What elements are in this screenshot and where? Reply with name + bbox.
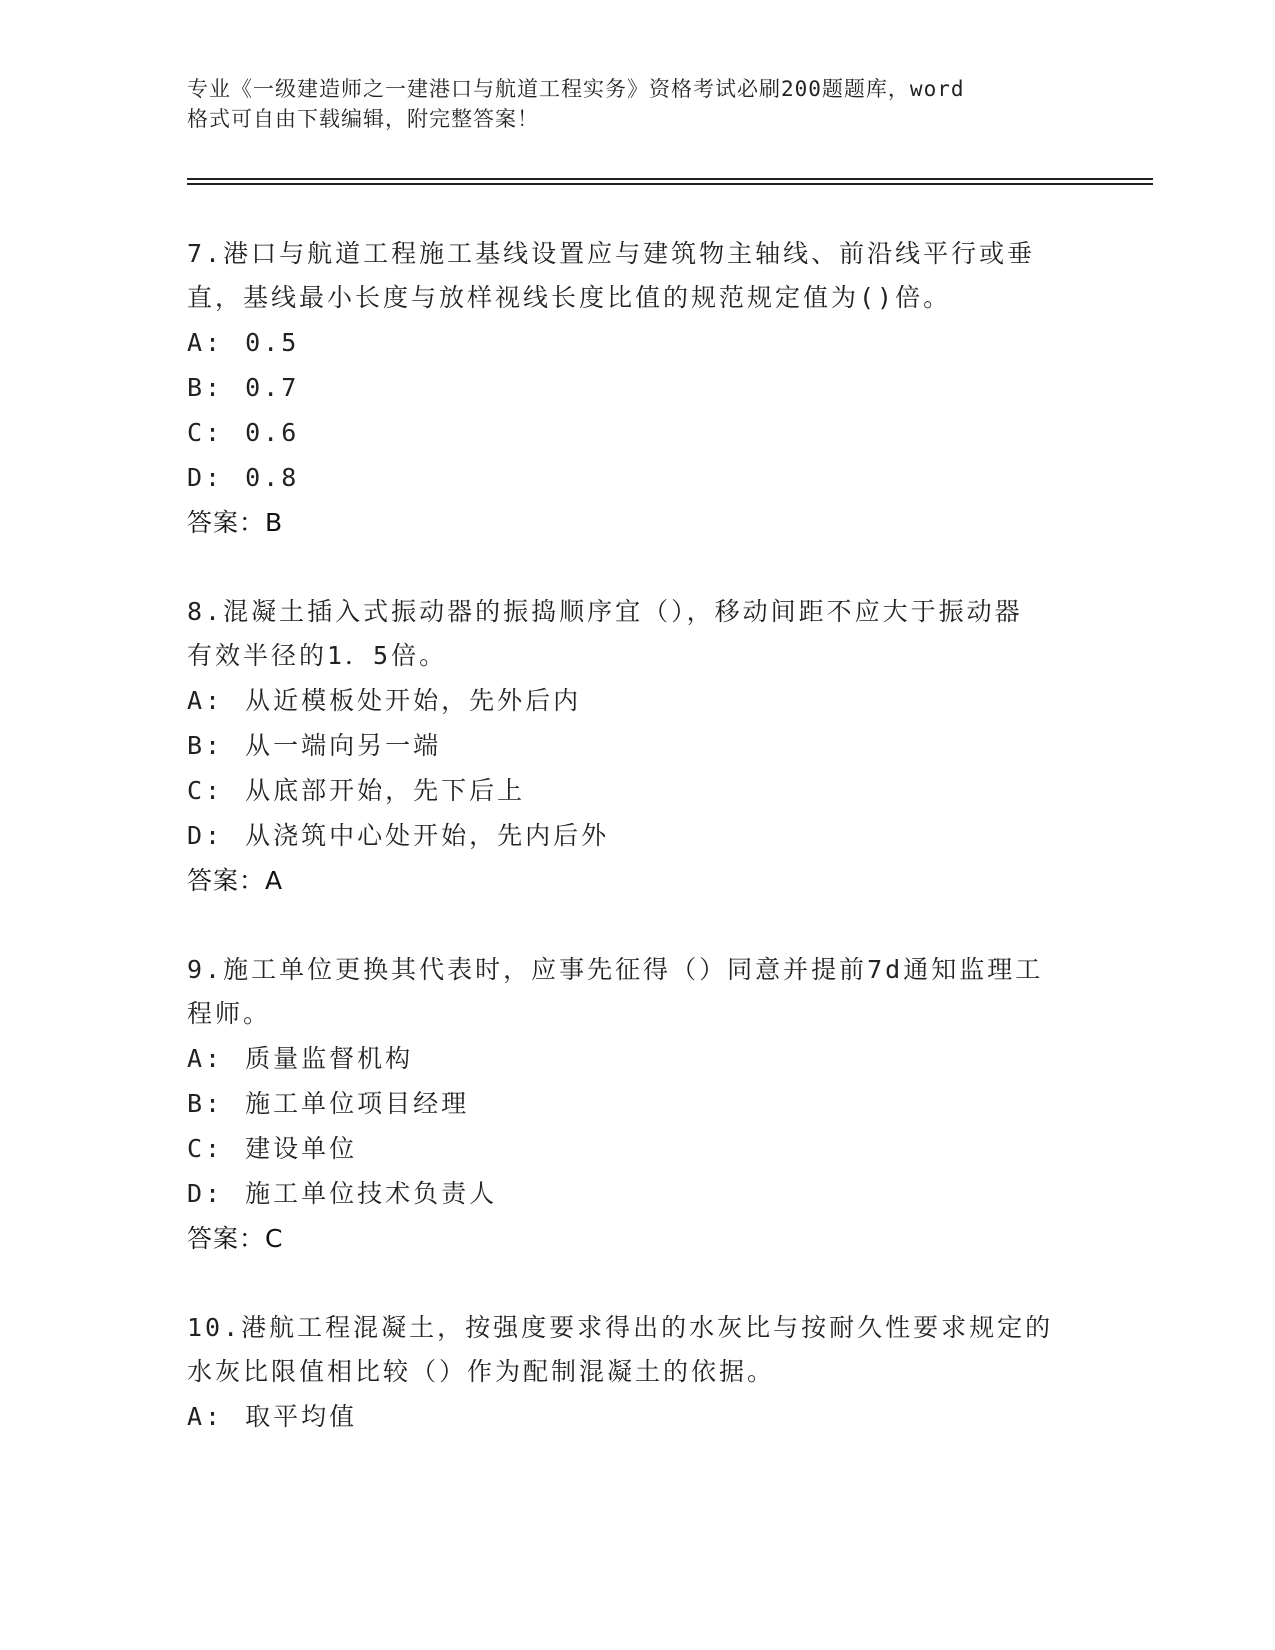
- option-text: 0.8: [245, 463, 300, 492]
- option-a: [187, 1394, 1087, 1439]
- question-text: [187, 232, 1087, 320]
- question-item: [187, 232, 1087, 546]
- question-text-line: 8.混凝土插入式振动器的振捣顺序宜（），移动间距不应大于振动器: [187, 597, 1023, 626]
- option-letter: B:: [187, 373, 224, 402]
- option-text: 质量监督机构: [245, 1044, 414, 1073]
- question-text: [187, 948, 1087, 1036]
- header-line-1: 专业《一级建造师之一建港口与航道工程实务》资格考试必刷200题题库，word: [187, 77, 965, 101]
- option-letter: A:: [187, 1402, 224, 1431]
- option-text: 施工单位技术负责人: [245, 1179, 498, 1208]
- option-a: [187, 678, 1087, 723]
- option-letter: C:: [187, 418, 224, 447]
- option-letter: D:: [187, 463, 224, 492]
- option-b: [187, 365, 1087, 410]
- option-letter: C:: [187, 1134, 224, 1163]
- option-text: 0.7: [245, 373, 300, 402]
- option-a: [187, 320, 1087, 365]
- option-text: 从近模板处开始，先外后内: [245, 686, 582, 715]
- option-letter: A:: [187, 686, 224, 715]
- answer-label: 答案：A: [187, 866, 284, 895]
- question-text: [187, 590, 1087, 678]
- option-letter: D:: [187, 1179, 224, 1208]
- question-text-line: 7.港口与航道工程施工基线设置应与建筑物主轴线、前沿线平行或垂: [187, 239, 1036, 268]
- option-letter: C:: [187, 776, 224, 805]
- question-text-line: 程师。: [187, 999, 272, 1028]
- question-text-line: 直，基线最小长度与放样视线长度比值的规范规定值为()倍。: [187, 283, 952, 312]
- option-d: [187, 1171, 1087, 1216]
- question-item: [187, 590, 1087, 904]
- option-c: [187, 410, 1087, 455]
- option-text: 取平均值: [245, 1402, 358, 1431]
- option-letter: A:: [187, 328, 224, 357]
- option-text: 从一端向另一端: [245, 731, 442, 760]
- answer-label: 答案：B: [187, 508, 284, 537]
- option-letter: B:: [187, 1089, 224, 1118]
- option-letter: D:: [187, 821, 224, 850]
- question-item: [187, 948, 1087, 1262]
- answer-label: 答案：C: [187, 1224, 284, 1253]
- question-text-line: 水灰比限值相比较（）作为配制混凝土的依据。: [187, 1357, 776, 1386]
- option-letter: A:: [187, 1044, 224, 1073]
- header-divider-bottom: [187, 183, 1153, 185]
- option-d: [187, 813, 1087, 858]
- option-c: [187, 768, 1087, 813]
- document-header: [187, 74, 1067, 134]
- option-c: [187, 1126, 1087, 1171]
- option-text: 0.6: [245, 418, 300, 447]
- header-line-2: 格式可自由下载编辑，附完整答案！: [187, 107, 539, 131]
- question-text: [187, 1306, 1087, 1394]
- option-b: [187, 723, 1087, 768]
- option-text: 0.5: [245, 328, 300, 357]
- option-a: [187, 1036, 1087, 1081]
- question-text-line: 9.施工单位更换其代表时，应事先征得（）同意并提前7d通知监理工: [187, 955, 1044, 984]
- question-text-line: 有效半径的1．5倍。: [187, 641, 448, 670]
- question-list: [187, 232, 1087, 1483]
- option-text: 从底部开始，先下后上: [245, 776, 526, 805]
- option-letter: B:: [187, 731, 224, 760]
- option-text: 建设单位: [245, 1134, 358, 1163]
- option-text: 施工单位项目经理: [245, 1089, 470, 1118]
- option-d: [187, 455, 1087, 500]
- option-b: [187, 1081, 1087, 1126]
- option-text: 从浇筑中心处开始，先内后外: [245, 821, 610, 850]
- question-text-line: 10.港航工程混凝土，按强度要求得出的水灰比与按耐久性要求规定的: [187, 1313, 1054, 1342]
- question-item: [187, 1306, 1087, 1439]
- header-divider-top: [187, 178, 1153, 180]
